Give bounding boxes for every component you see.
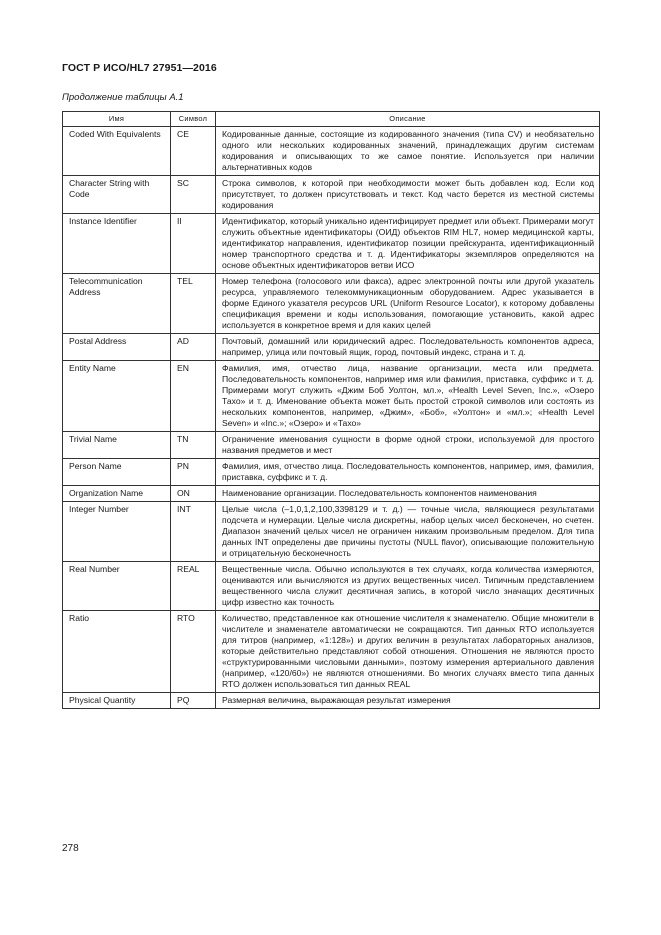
table-row [63,214,600,274]
column-header-symbol: Символ [171,112,216,127]
cell-description: Ограничение именования сущности в форме одной строки, используемой для простого названия предметов и мест [216,432,600,459]
table-row [63,432,600,459]
column-header-description: Описание [216,112,600,127]
cell-symbol: ON [171,486,216,502]
table-row [63,502,600,562]
cell-symbol: TEL [171,274,216,334]
cell-name: Telecommunication Address [63,274,171,334]
cell-name: Entity Name [63,361,171,432]
table-row [63,176,600,214]
cell-description: Кодированные данные, состоящие из кодированного значения (типа CV) и необязательно одного или нескольких кодированных значений, принадлежащих другим системам кодирования и описывающих то же самое понятие. Используется при наличии альтернативных кодов [216,127,600,176]
cell-name: Character String with Code [63,176,171,214]
cell-description: Целые числа (–1,0,1,2,100,3398129 и т. д.) — точные числа, являющиеся результатами подсчета и нумерации. Целые числа дискретны, набор целых чисел бесконечен, но счетен. Диапазон значений целых чисел не ограничен никаким произвольным пределом. Для типа данных INT определены две причины пустоты (NULL flavor), описывающие положительную и отрицательную бесконечность [216,502,600,562]
cell-name: Real Number [63,562,171,611]
cell-description: Размерная величина, выражающая результат измерения [216,693,600,709]
cell-symbol: INT [171,502,216,562]
cell-symbol: SC [171,176,216,214]
table-row [63,459,600,486]
page-number: 278 [62,843,79,854]
cell-description: Фамилия, имя, отчество лица. Последовательность компонентов, например, имя, фамилия, приставка, суффикс и т. д. [216,459,600,486]
table-row [63,611,600,693]
cell-name: Person Name [63,459,171,486]
table-row [63,486,600,502]
cell-description: Наименование организации. Последовательность компонентов наименования [216,486,600,502]
cell-name: Trivial Name [63,432,171,459]
cell-name: Postal Address [63,334,171,361]
cell-symbol: REAL [171,562,216,611]
table-row [63,334,600,361]
cell-symbol: PQ [171,693,216,709]
cell-symbol: EN [171,361,216,432]
cell-symbol: PN [171,459,216,486]
cell-name: Organization Name [63,486,171,502]
cell-description: Строка символов, к которой при необходимости может быть добавлен код. Если код присутствует, то должен присутствовать и текст. Код часто берется из местной системы кодирования [216,176,600,214]
table-caption: Продолжение таблицы А.1 [62,92,184,103]
cell-name: Integer Number [63,502,171,562]
table-row [63,274,600,334]
cell-description: Номер телефона (голосового или факса), адрес электронной почты или другой указатель ресурса, управляемого телекоммуникационным оборудованием. Адрес указывается в форме Единого указателя ресурсов URL (Uniform Resource Locator), к которому добавлены спецификация времени и коды использования, помогающие установить, какой адрес используется в конкретное время и для каких целей [216,274,600,334]
table-row [63,361,600,432]
cell-description: Идентификатор, который уникально идентифицирует предмет или объект. Примерами могут служить объектные идентификаторы (ОИД) объектов RIM HL7, номер медицинской карты, идентификатор направления, идентификатор позиции прейскуранта, идентификационный номер транспортного средства и т. д. Идентификаторы экземпляров определяются на основе объектных идентификаторов ветви ИСО [216,214,600,274]
cell-symbol: II [171,214,216,274]
cell-symbol: CE [171,127,216,176]
cell-description: Фамилия, имя, отчество лица, название организации, места или предмета. Последовательность компонентов, например имя или фамилия, приставка, суффикс и т. д. Примерами могут служить «Джим Боб Уолтон, мл.», «Health Level Seven, Inc.», «Озеро Тахо» и т. д. Именование объекта может быть простой строкой символов или состоять из нескольких компонентов, например, «Джим», «Боб», «Уолтон» и «мл.»; «Health Level Seven» и «Inc.»; «Озеро» и «Тахо» [216,361,600,432]
cell-description: Количество, представленное как отношение числителя к знаменателю. Общие множители в числителе и знаменателе автоматически не сокращаются. Тип данных RTO используется для титров (например, «1:128») и других величин в результатах лабораторных анализов, которые действительно представляют собой отношения. Отношения не являются просто «структурированными числовыми данными», поэтому измерения артериального давления (например, «120/60») не являются отношениями. Во многих случаях вместо типа данных RTO должен использоваться тип данных REAL [216,611,600,693]
table-header-row [63,112,600,127]
cell-name: Ratio [63,611,171,693]
cell-name: Physical Quantity [63,693,171,709]
cell-description: Вещественные числа. Обычно используются в тех случаях, когда количества измеряются, оцениваются или вычисляются из других вещественных чисел. Типичным представлением вещественного числа служит десятичная запись, в которой число значащих десятичных цифр известно как точность [216,562,600,611]
cell-symbol: TN [171,432,216,459]
cell-name: Instance Identifier [63,214,171,274]
table-row [63,127,600,176]
data-types-table [62,111,600,709]
document-header: ГОСТ Р ИСО/HL7 27951—2016 [62,62,217,74]
cell-description: Почтовый, домашний или юридический адрес. Последовательность компонентов адреса, например, улица или почтовый ящик, город, почтовый индекс, страна и т. д. [216,334,600,361]
cell-symbol: RTO [171,611,216,693]
table-row [63,693,600,709]
column-header-name: Имя [63,112,171,127]
cell-name: Coded With Equivalents [63,127,171,176]
cell-symbol: AD [171,334,216,361]
table-row [63,562,600,611]
